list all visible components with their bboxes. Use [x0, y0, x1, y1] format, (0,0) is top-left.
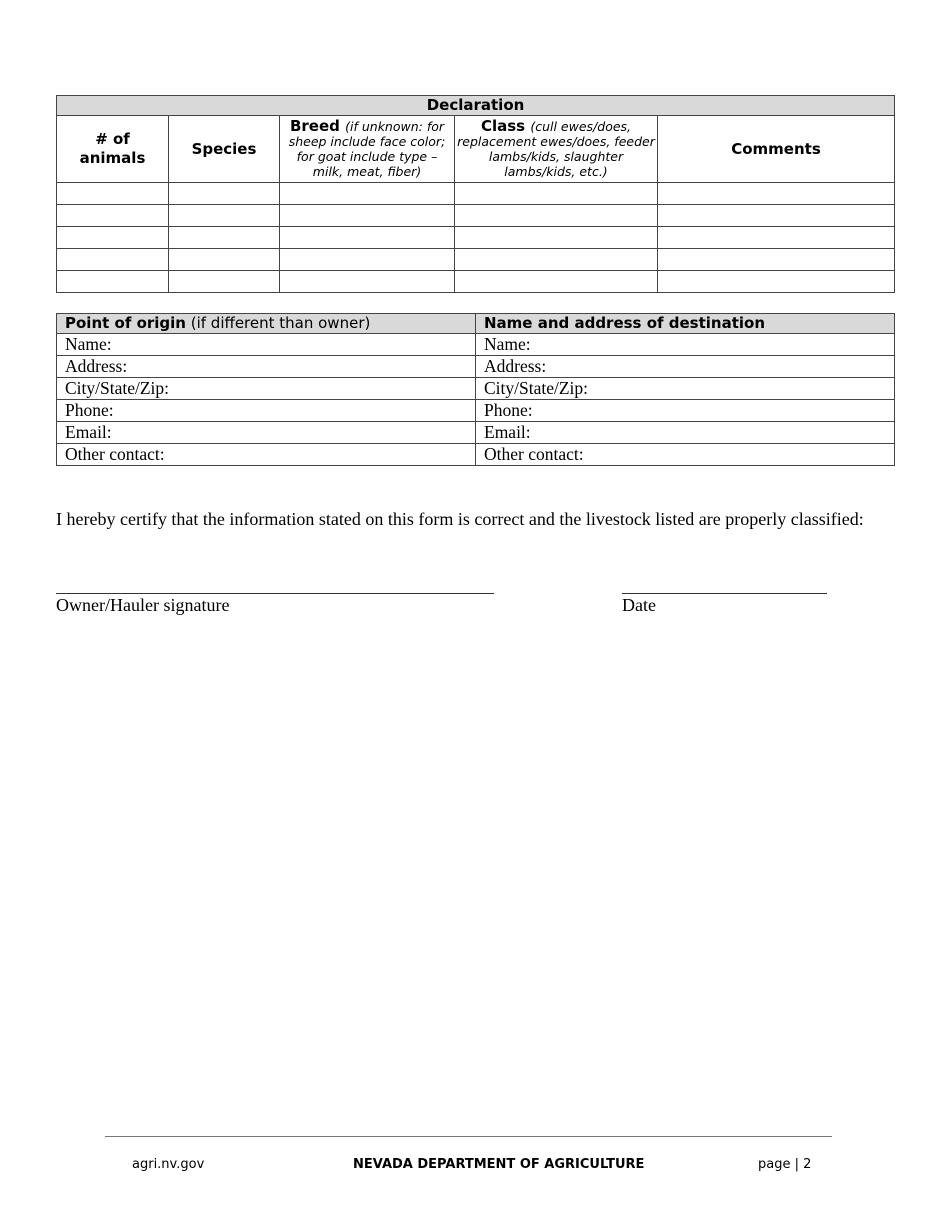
- comments-cell[interactable]: [658, 205, 895, 227]
- num-animals-cell[interactable]: [57, 249, 169, 271]
- footer-page-number: page | 2: [758, 1157, 812, 1172]
- origin-city-state-zip-field[interactable]: City/State/Zip:: [57, 378, 476, 400]
- destination-other-contact-field[interactable]: Other contact:: [476, 444, 895, 466]
- date-label: Date: [622, 595, 656, 615]
- column-header-breed: Breed (if unknown: for sheep include face color; for goat include type – milk, meat, fiber): [280, 116, 455, 183]
- breed-cell[interactable]: [280, 249, 455, 271]
- origin-name-field[interactable]: Name:: [57, 334, 476, 356]
- class-cell[interactable]: [455, 227, 658, 249]
- class-cell[interactable]: [455, 271, 658, 293]
- comments-cell[interactable]: [658, 271, 895, 293]
- table-row: [57, 271, 895, 293]
- column-header-comments: Comments: [658, 116, 895, 183]
- comments-cell[interactable]: [658, 249, 895, 271]
- destination-address-field[interactable]: Address:: [476, 356, 895, 378]
- species-cell[interactable]: [169, 271, 280, 293]
- num-animals-cell[interactable]: [57, 205, 169, 227]
- declaration-table: [56, 95, 895, 293]
- origin-address-field[interactable]: Address:: [57, 356, 476, 378]
- origin-email-field[interactable]: Email:: [57, 422, 476, 444]
- origin-header: Point of origin (if different than owner): [57, 314, 476, 334]
- origin-phone-field[interactable]: Phone:: [57, 400, 476, 422]
- class-cell[interactable]: [455, 249, 658, 271]
- breed-cell[interactable]: [280, 227, 455, 249]
- table-row: [57, 183, 895, 205]
- comments-cell[interactable]: [658, 183, 895, 205]
- destination-name-field[interactable]: Name:: [476, 334, 895, 356]
- origin-other-contact-field[interactable]: Other contact:: [57, 444, 476, 466]
- class-cell[interactable]: [455, 205, 658, 227]
- table-row: [57, 205, 895, 227]
- footer-department: NEVADA DEPARTMENT OF AGRICULTURE: [353, 1157, 645, 1172]
- table-row: [57, 227, 895, 249]
- species-cell[interactable]: [169, 183, 280, 205]
- breed-cell[interactable]: [280, 205, 455, 227]
- species-cell[interactable]: [169, 227, 280, 249]
- column-header-num-animals: # of animals: [57, 116, 169, 183]
- date-line[interactable]: [622, 593, 827, 594]
- footer-divider: [105, 1136, 832, 1137]
- breed-cell[interactable]: [280, 271, 455, 293]
- species-cell[interactable]: [169, 205, 280, 227]
- num-animals-cell[interactable]: [57, 227, 169, 249]
- column-header-species: Species: [169, 116, 280, 183]
- signature-label: Owner/Hauler signature: [56, 595, 230, 615]
- certification-statement: I hereby certify that the information stated on this form is correct and the livestock listed are properly classified:: [56, 509, 864, 529]
- num-animals-cell[interactable]: [57, 183, 169, 205]
- column-header-class: Class (cull ewes/does, replacement ewes/does, feeder lambs/kids, slaughter lambs/kids, etc.): [455, 116, 658, 183]
- breed-cell[interactable]: [280, 183, 455, 205]
- declaration-title: Declaration: [57, 96, 895, 116]
- table-row: [57, 249, 895, 271]
- destination-phone-field[interactable]: Phone:: [476, 400, 895, 422]
- origin-destination-table: [56, 313, 895, 466]
- comments-cell[interactable]: [658, 227, 895, 249]
- species-cell[interactable]: [169, 249, 280, 271]
- footer-website: agri.nv.gov: [132, 1157, 205, 1172]
- class-cell[interactable]: [455, 183, 658, 205]
- destination-header: Name and address of destination: [476, 314, 895, 334]
- num-animals-cell[interactable]: [57, 271, 169, 293]
- destination-city-state-zip-field[interactable]: City/State/Zip:: [476, 378, 895, 400]
- signature-line[interactable]: [56, 593, 494, 594]
- destination-email-field[interactable]: Email:: [476, 422, 895, 444]
